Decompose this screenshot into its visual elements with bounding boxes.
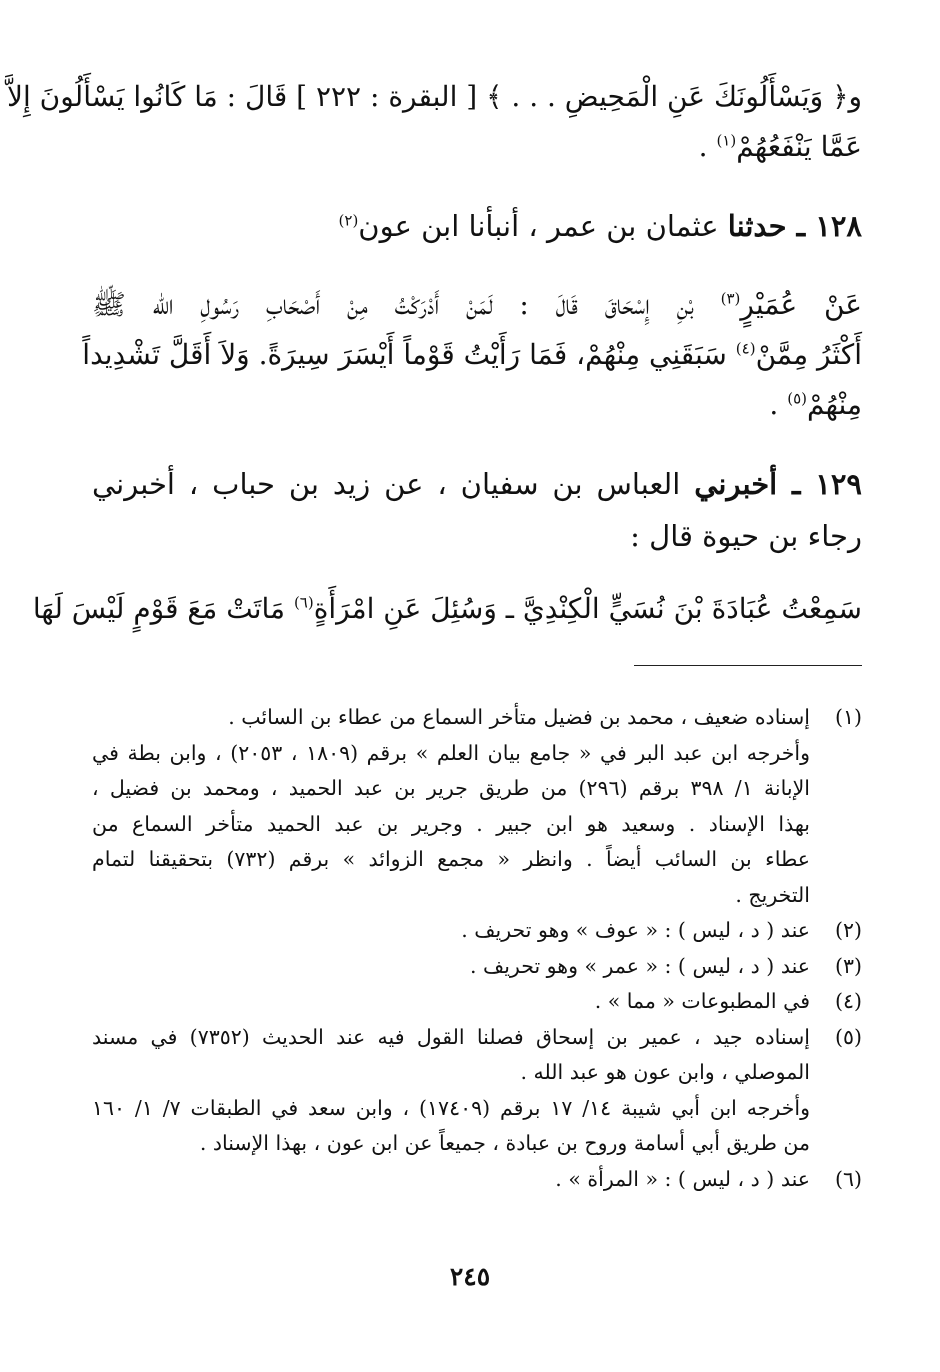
text-line: ١٢٩ ـ أخبرني العباس بن سفيان ، عن زيد بن حباب ، أخبرني — [92, 467, 863, 501]
footnote-ref[interactable]: (١) — [716, 131, 737, 150]
footnote-number: (٦) — [834, 1166, 862, 1191]
footnote-ref[interactable]: (٣) — [720, 289, 741, 308]
footnote-number: (١) — [834, 705, 862, 729]
quran-citation — [7, 72, 862, 172]
footnote-ref[interactable]: (٦) — [293, 593, 314, 612]
footnote-ref[interactable]: (٤) — [735, 339, 756, 358]
footnote: (٤) في المطبوعات « مما » . — [92, 984, 862, 1020]
footnote-number: (٤) — [834, 989, 862, 1013]
hadith-number: ١٢٨ ـ حدثنا — [727, 209, 862, 243]
footnotes — [92, 700, 862, 1197]
hadith-128-matn — [82, 280, 862, 430]
hadith-number: ١٢٩ ـ أخبرني — [694, 467, 863, 501]
text-line: عَنْ عُمَيْرٍ$^{(٣)}$ بْنِ إِسْحَاقَ قَالَ : لَمَنْ أَدْرَكْتُ مِنْ أَصْحَابِ رَسُولِ الله ﷺ — [92, 288, 862, 321]
footnote-number: (٥) — [834, 1024, 862, 1049]
hadith-129-matn — [32, 584, 862, 634]
footnote-number: (٢) — [834, 918, 862, 942]
text-line: ١٢٨ ـ حدثنا عثمان بن عمر ، أنبأنا ابن عون$^{(٢)}$ — [338, 209, 862, 243]
text-line: رجاء بن حيوة قال : — [630, 519, 862, 553]
footnote: (١) إسناده ضعيف ، محمد بن فضيل متأخر السماع من عطاء بن السائب . وأخرجه ابن عبد البر في « جامع بيان العلم » برقم (١٨٠٩ ، ٢٠٥٣) ، وابن بطة في الإبانة ١/ ٣٩٨ برقم (٢٩٦) من طريق جرير بن عبد الحميد ، ومحمد بن فضيل ، بهذا الإسناد . وسعيد هو ابن جبير . وجرير بن عبد الحميد متأخر السماع من عطاء بن السائب أيضاً . وانظر « مجمع الزوائد » برقم (٧٣٢) بتحقيقنا لتمام التخريج . — [92, 700, 862, 913]
footnote: (٣) عند ( د ، ليس ) : « عمر » وهو تحريف . — [92, 949, 862, 985]
text-line: عَمَّا يَنْفَعُهُمْ$^{(١)}$ . — [698, 130, 862, 163]
footnote-divider — [634, 665, 862, 666]
main-text — [7, 72, 863, 634]
text-line: سَمِعْتُ عُبَادَةَ بْنَ نُسَيٍّ الْكِنْدِيَّ ـ وَسُئِلَ عَنِ امْرَأَةٍ$^{(٦)}$ مَاتَتْ مَعَ قَوْمٍ لَيْسَ لَهَا — [32, 592, 862, 625]
hadith-129-isnad — [92, 458, 862, 562]
footnote: (٦) عند ( د ، ليس ) : « المرأة » . — [92, 1162, 862, 1198]
text-line: أَكْثَرُ مِمَّنْ$^{(٤)}$ سَبَقَنِي مِنْهُمْ، فَمَا رَأَيْتُ قَوْماً أَيْسَرَ سِيرَةً. وَلاَ أَقَلَّ تَشْدِيداً — [82, 338, 862, 371]
footnote: (٢) عند ( د ، ليس ) : « عوف » وهو تحريف . — [92, 913, 862, 949]
footnote-ref[interactable]: (٢) — [338, 211, 359, 230]
footnote-ref[interactable]: (٥) — [787, 389, 807, 408]
footnote: (٥) إسناده جيد ، عمير بن إسحاق فصلنا القول فيه عند الحديث (٧٣٥٢) في مسند الموصلي ، وابن عون هو عبد الله . وأخرجه ابن أبي شيبة ١٤/ ١٧ برقم (١٧٤٠٩) ، وابن سعد في الطبقات ٧/ ١/ ١٦٠ من طريق أبي أسامة وروح بن عبادة ، جميعاً عن ابن عون ، بهذا الإسناد . — [92, 1020, 862, 1162]
page-number: ٢٤٥ — [449, 1262, 491, 1291]
hadith-128-isnad — [92, 200, 862, 252]
footnote-number: (٣) — [834, 953, 862, 978]
text-line: مِنْهُمْ$^{(٥)}$ . — [769, 388, 862, 421]
text-line: و﴿ وَيَسْأَلُونَكَ عَنِ الْمَحِيضِ . . . ﴾ [ البقرة : ٢٢٢ ] قَالَ : مَا كَانُوا يَسْأَلُونَ إِلاَّ — [7, 80, 862, 113]
